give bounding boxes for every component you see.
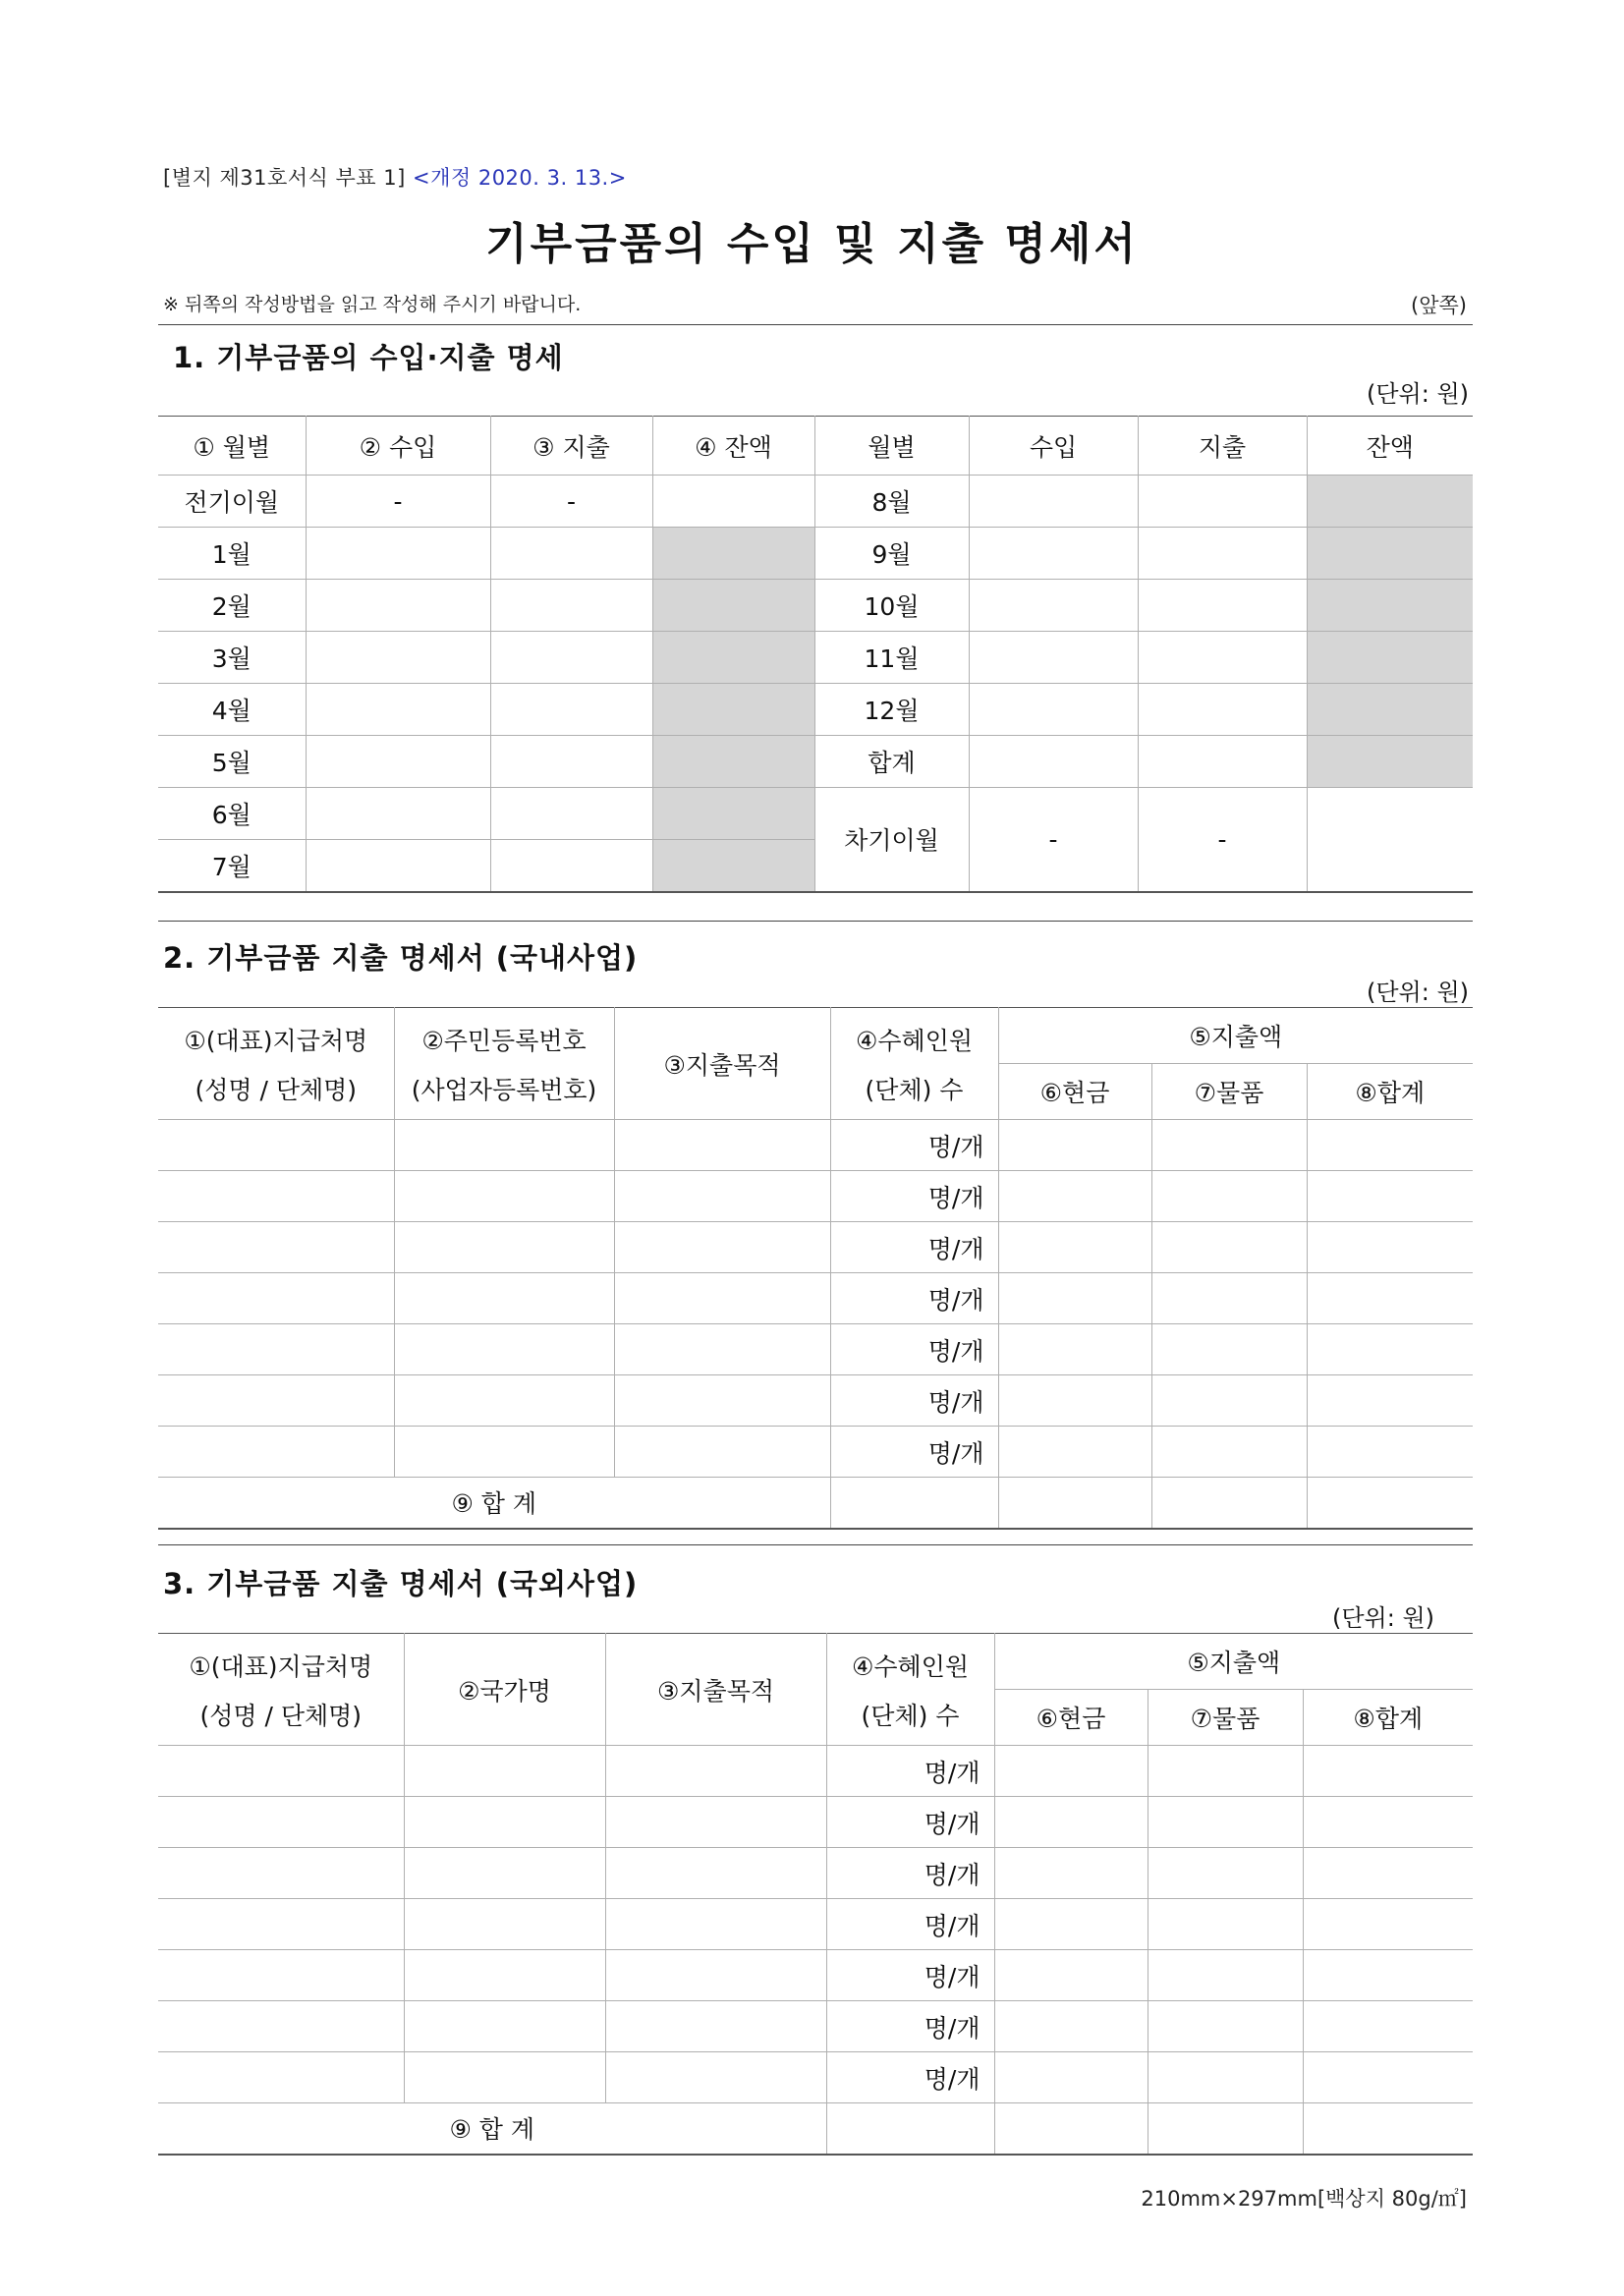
month-cell: 2월 xyxy=(158,580,306,632)
table-row xyxy=(158,684,1473,736)
table-row xyxy=(158,2001,1473,2052)
month-cell: 4월 xyxy=(158,684,306,736)
payee-cell[interactable] xyxy=(158,2001,404,2052)
month-cell: 9월 xyxy=(814,528,969,580)
income-cell[interactable] xyxy=(306,684,490,736)
dash-cell: - xyxy=(306,476,490,528)
instruction-notice: ※ 뒤쪽의 작성방법을 읽고 작성해 주시기 바랍니다. xyxy=(163,294,582,315)
payee-cell[interactable] xyxy=(158,1950,404,2001)
registration-cell[interactable] xyxy=(394,1273,614,1324)
total-label: ⑨ 합 계 xyxy=(158,1478,830,1529)
expense-cell[interactable] xyxy=(490,788,652,840)
registration-cell[interactable] xyxy=(394,1171,614,1222)
country-cell[interactable] xyxy=(404,2001,605,2052)
goods-cell[interactable] xyxy=(1148,1848,1303,1899)
payee-cell[interactable] xyxy=(158,1899,404,1950)
beneficiaries-cell[interactable]: 명/개 xyxy=(826,2001,994,2052)
goods-cell[interactable] xyxy=(1151,1171,1307,1222)
cash-cell[interactable] xyxy=(998,1273,1151,1324)
table-header-row xyxy=(158,417,1473,476)
beneficiaries-sublabel: (단체) 수 xyxy=(865,1075,964,1104)
payee-cell[interactable] xyxy=(158,1120,394,1171)
payee-cell[interactable] xyxy=(158,1427,394,1478)
purpose-cell[interactable] xyxy=(614,1222,830,1273)
expense-cell[interactable] xyxy=(490,736,652,788)
header-income: ② 수입 xyxy=(306,417,490,476)
table-row xyxy=(158,1375,1473,1427)
table-row xyxy=(158,1120,1473,1171)
purpose-cell[interactable] xyxy=(605,1797,826,1848)
cash-cell[interactable] xyxy=(994,2052,1148,2103)
section1-unit: (단위: 원) xyxy=(1367,380,1469,408)
shaded-cell xyxy=(652,528,814,580)
sum-cell[interactable] xyxy=(1303,1797,1473,1848)
expense-cell[interactable] xyxy=(1138,580,1307,632)
beneficiaries-total-cell[interactable] xyxy=(830,1478,998,1529)
beneficiaries-cell[interactable]: 명/개 xyxy=(826,1797,994,1848)
section2-unit: (단위: 원) xyxy=(1367,979,1469,1006)
payee-sublabel: (성명 / 단체명) xyxy=(199,1701,363,1730)
payee-cell[interactable] xyxy=(158,1171,394,1222)
table-row xyxy=(158,528,1473,580)
income-cell[interactable] xyxy=(306,840,490,892)
goods-cell[interactable] xyxy=(1151,1273,1307,1324)
table-row xyxy=(158,1324,1473,1375)
beneficiaries-cell[interactable]: 명/개 xyxy=(830,1171,998,1222)
overseas-expense-table xyxy=(158,1633,1473,2156)
sum-total-cell[interactable] xyxy=(1303,2103,1473,2155)
sum-cell[interactable] xyxy=(1307,1171,1473,1222)
payee-sublabel: (성명 / 단체명) xyxy=(195,1075,358,1104)
country-cell[interactable] xyxy=(404,2052,605,2103)
goods-total-cell[interactable] xyxy=(1151,1478,1307,1529)
table-row xyxy=(158,1427,1473,1478)
form-number: [별지 제31호서식 부표 1] xyxy=(163,166,406,190)
cash-cell[interactable] xyxy=(994,1950,1148,2001)
balance-cell[interactable] xyxy=(652,476,814,528)
form-reference xyxy=(163,162,627,192)
table-row xyxy=(158,788,1473,840)
goods-total-cell[interactable] xyxy=(1148,2103,1303,2155)
payee-cell[interactable] xyxy=(158,1797,404,1848)
expense-cell[interactable] xyxy=(1138,476,1307,528)
sum-cell[interactable] xyxy=(1303,2052,1473,2103)
shaded-cell xyxy=(652,840,814,892)
header-cash: ⑥현금 xyxy=(998,1064,1151,1120)
beneficiaries-cell[interactable]: 명/개 xyxy=(830,1273,998,1324)
goods-cell[interactable] xyxy=(1151,1375,1307,1427)
sum-cell[interactable] xyxy=(1307,1427,1473,1478)
payee-cell[interactable] xyxy=(158,1273,394,1324)
registration-cell[interactable] xyxy=(394,1222,614,1273)
goods-cell[interactable] xyxy=(1148,2052,1303,2103)
month-cell: 6월 xyxy=(158,788,306,840)
payee-cell[interactable] xyxy=(158,1222,394,1273)
table-row xyxy=(158,1222,1473,1273)
shaded-cell xyxy=(1307,736,1473,788)
expense-cell[interactable] xyxy=(490,840,652,892)
month-cell: 1월 xyxy=(158,528,306,580)
beneficiaries-cell[interactable]: 명/개 xyxy=(826,1746,994,1797)
income-cell[interactable] xyxy=(969,476,1138,528)
beneficiaries-label: ④수혜인원 xyxy=(855,1026,973,1055)
beneficiaries-cell[interactable]: 명/개 xyxy=(830,1427,998,1478)
purpose-cell[interactable] xyxy=(605,2001,826,2052)
goods-cell[interactable] xyxy=(1151,1120,1307,1171)
shaded-cell xyxy=(652,736,814,788)
expense-cell[interactable] xyxy=(1138,528,1307,580)
dash-cell: - xyxy=(969,788,1138,892)
payee-label: ①(대표)지급처명 xyxy=(189,1652,373,1681)
header-expense: ③ 지출 xyxy=(490,417,652,476)
shaded-cell xyxy=(1307,632,1473,684)
table-row xyxy=(158,1273,1473,1324)
sum-cell[interactable] xyxy=(1303,1899,1473,1950)
sum-cell[interactable] xyxy=(1307,1273,1473,1324)
expense-cell[interactable] xyxy=(490,580,652,632)
table-row xyxy=(158,632,1473,684)
goods-cell[interactable] xyxy=(1148,1797,1303,1848)
section3-unit: (단위: 원) xyxy=(1332,1604,1434,1632)
table-row xyxy=(158,1899,1473,1950)
table-row xyxy=(158,1746,1473,1797)
month-cell: 12월 xyxy=(814,684,969,736)
beneficiaries-label: ④수혜인원 xyxy=(851,1652,969,1681)
beneficiaries-cell[interactable]: 명/개 xyxy=(826,2052,994,2103)
purpose-cell[interactable] xyxy=(605,1746,826,1797)
payee-cell[interactable] xyxy=(158,1848,404,1899)
header-country: ②국가명 xyxy=(404,1634,605,1746)
country-cell[interactable] xyxy=(404,1848,605,1899)
expense-cell[interactable] xyxy=(490,684,652,736)
goods-cell[interactable] xyxy=(1151,1222,1307,1273)
income-cell[interactable] xyxy=(306,632,490,684)
payee-cell[interactable] xyxy=(158,1746,404,1797)
purpose-cell[interactable] xyxy=(605,1899,826,1950)
income-cell[interactable] xyxy=(969,580,1138,632)
header-beneficiaries xyxy=(826,1634,994,1746)
beneficiaries-cell[interactable]: 명/개 xyxy=(830,1222,998,1273)
header-cash: ⑥현금 xyxy=(994,1690,1148,1746)
cash-total-cell[interactable] xyxy=(998,1478,1151,1529)
next-period-cell: 차기이월 xyxy=(814,788,969,892)
header-month-2: 월별 xyxy=(814,417,969,476)
table-row xyxy=(158,1848,1473,1899)
payee-cell[interactable] xyxy=(158,1324,394,1375)
income-cell[interactable] xyxy=(306,528,490,580)
sum-cell[interactable] xyxy=(1307,1375,1473,1427)
cash-cell[interactable] xyxy=(994,1797,1148,1848)
revision-date: <개정 2020. 3. 13.> xyxy=(412,166,627,190)
payee-cell[interactable] xyxy=(158,2052,404,2103)
sum-cell[interactable] xyxy=(1307,1324,1473,1375)
header-month: ① 월별 xyxy=(158,417,306,476)
cash-cell[interactable] xyxy=(994,1899,1148,1950)
expense-cell[interactable] xyxy=(1138,632,1307,684)
header-registration-number xyxy=(394,1008,614,1120)
header-income-2: 수입 xyxy=(969,417,1138,476)
balance-cell[interactable] xyxy=(1307,788,1473,892)
sum-cell[interactable] xyxy=(1303,1746,1473,1797)
registration-sublabel: (사업자등록번호) xyxy=(411,1075,597,1104)
dash-cell: - xyxy=(1138,788,1307,892)
expense-cell[interactable] xyxy=(490,528,652,580)
month-cell: 5월 xyxy=(158,736,306,788)
registration-cell[interactable] xyxy=(394,1427,614,1478)
goods-cell[interactable] xyxy=(1151,1324,1307,1375)
total-label: ⑨ 합 계 xyxy=(158,2103,826,2155)
expense-cell[interactable] xyxy=(490,632,652,684)
goods-cell[interactable] xyxy=(1148,1950,1303,2001)
header-balance-2: 잔액 xyxy=(1307,417,1473,476)
purpose-cell[interactable] xyxy=(614,1120,830,1171)
purpose-cell[interactable] xyxy=(614,1273,830,1324)
header-payee xyxy=(158,1008,394,1120)
domestic-expense-table xyxy=(158,1007,1473,1530)
page-title: 기부금품의 수입 및 지출 명세서 xyxy=(485,219,1139,269)
registration-label: ②주민등록번호 xyxy=(421,1026,587,1055)
cash-cell[interactable] xyxy=(998,1120,1151,1171)
total-row xyxy=(158,2103,1473,2155)
cash-cell[interactable] xyxy=(994,1746,1148,1797)
table-row xyxy=(158,2052,1473,2103)
goods-cell[interactable] xyxy=(1148,2001,1303,2052)
cash-cell[interactable] xyxy=(998,1375,1151,1427)
purpose-cell[interactable] xyxy=(614,1324,830,1375)
section1-title: 1. 기부금품의 수입·지출 명세 xyxy=(173,341,564,374)
shaded-cell xyxy=(1307,580,1473,632)
header-expense-amount: ⑤지출액 xyxy=(994,1634,1473,1690)
shaded-cell xyxy=(652,788,814,840)
header-purpose: ③지출목적 xyxy=(614,1008,830,1120)
purpose-cell[interactable] xyxy=(614,1375,830,1427)
table-row xyxy=(158,736,1473,788)
shaded-cell xyxy=(652,684,814,736)
income-cell[interactable] xyxy=(969,736,1138,788)
purpose-cell[interactable] xyxy=(614,1171,830,1222)
month-cell: 7월 xyxy=(158,840,306,892)
beneficiaries-cell[interactable]: 명/개 xyxy=(830,1324,998,1375)
table-row xyxy=(158,580,1473,632)
sum-total-cell[interactable] xyxy=(1307,1478,1473,1529)
cash-cell[interactable] xyxy=(994,2001,1148,2052)
expense-cell[interactable] xyxy=(1138,684,1307,736)
total-label-cell: 합계 xyxy=(814,736,969,788)
header-beneficiaries xyxy=(830,1008,998,1120)
income-cell[interactable] xyxy=(306,736,490,788)
beneficiaries-cell[interactable]: 명/개 xyxy=(826,1899,994,1950)
cash-cell[interactable] xyxy=(998,1427,1151,1478)
table-header-row xyxy=(158,1008,1473,1064)
income-cell[interactable] xyxy=(306,788,490,840)
month-cell: 3월 xyxy=(158,632,306,684)
header-payee xyxy=(158,1634,404,1746)
payee-label: ①(대표)지급처명 xyxy=(184,1026,368,1055)
shaded-cell xyxy=(1307,528,1473,580)
income-cell[interactable] xyxy=(969,632,1138,684)
country-cell[interactable] xyxy=(404,1797,605,1848)
beneficiaries-cell[interactable]: 명/개 xyxy=(826,1950,994,2001)
month-cell: 11월 xyxy=(814,632,969,684)
dash-cell: - xyxy=(490,476,652,528)
table-row xyxy=(158,1797,1473,1848)
registration-cell[interactable] xyxy=(394,1375,614,1427)
cash-cell[interactable] xyxy=(994,1848,1148,1899)
header-goods: ⑦물품 xyxy=(1148,1690,1303,1746)
payee-cell[interactable] xyxy=(158,1375,394,1427)
sum-cell[interactable] xyxy=(1303,2001,1473,2052)
section-divider xyxy=(158,921,1473,922)
header-balance: ④ 잔액 xyxy=(652,417,814,476)
table-row xyxy=(158,476,1473,528)
income-cell[interactable] xyxy=(969,528,1138,580)
table-row xyxy=(158,1950,1473,2001)
goods-cell[interactable] xyxy=(1148,1746,1303,1797)
beneficiaries-sublabel: (단체) 수 xyxy=(861,1701,960,1730)
section2-title: 2. 기부금품 지출 명세서 (국내사업) xyxy=(163,941,639,975)
total-row xyxy=(158,1478,1473,1529)
beneficiaries-cell[interactable]: 명/개 xyxy=(830,1375,998,1427)
sum-cell[interactable] xyxy=(1303,1950,1473,2001)
income-cell[interactable] xyxy=(969,684,1138,736)
header-purpose: ③지출목적 xyxy=(605,1634,826,1746)
sum-cell[interactable] xyxy=(1307,1222,1473,1273)
country-cell[interactable] xyxy=(404,1899,605,1950)
shaded-cell xyxy=(1307,476,1473,528)
shaded-cell xyxy=(1307,684,1473,736)
purpose-cell[interactable] xyxy=(605,1848,826,1899)
page-side-label: (앞쪽) xyxy=(1411,294,1467,317)
purpose-cell[interactable] xyxy=(605,1950,826,2001)
section-divider xyxy=(158,1544,1473,1545)
goods-cell[interactable] xyxy=(1151,1427,1307,1478)
table-header-row xyxy=(158,1634,1473,1690)
shaded-cell xyxy=(652,632,814,684)
month-cell: 10월 xyxy=(814,580,969,632)
header-expense-amount: ⑤지출액 xyxy=(998,1008,1473,1064)
goods-cell[interactable] xyxy=(1148,1899,1303,1950)
header-expense-2: 지출 xyxy=(1138,417,1307,476)
paper-size-note: 210mm×297mm[백상지 80g/㎡] xyxy=(1141,2187,1467,2211)
month-cell: 전기이월 xyxy=(158,476,306,528)
registration-cell[interactable] xyxy=(394,1324,614,1375)
registration-cell[interactable] xyxy=(394,1120,614,1171)
month-cell: 8월 xyxy=(814,476,969,528)
header-divider xyxy=(158,324,1473,325)
country-cell[interactable] xyxy=(404,1746,605,1797)
sum-cell[interactable] xyxy=(1307,1120,1473,1171)
purpose-cell[interactable] xyxy=(605,2052,826,2103)
income-cell[interactable] xyxy=(306,580,490,632)
cash-cell[interactable] xyxy=(998,1171,1151,1222)
table-row xyxy=(158,1171,1473,1222)
sum-cell[interactable] xyxy=(1303,1848,1473,1899)
beneficiaries-total-cell[interactable] xyxy=(826,2103,994,2155)
shaded-cell xyxy=(652,580,814,632)
header-sum: ⑧합계 xyxy=(1303,1690,1473,1746)
beneficiaries-cell[interactable]: 명/개 xyxy=(830,1120,998,1171)
header-goods: ⑦물품 xyxy=(1151,1064,1307,1120)
cash-cell[interactable] xyxy=(998,1222,1151,1273)
income-expense-table xyxy=(158,416,1473,893)
section3-title: 3. 기부금품 지출 명세서 (국외사업) xyxy=(163,1567,639,1600)
cash-cell[interactable] xyxy=(998,1324,1151,1375)
country-cell[interactable] xyxy=(404,1950,605,2001)
expense-cell[interactable] xyxy=(1138,736,1307,788)
purpose-cell[interactable] xyxy=(614,1427,830,1478)
cash-total-cell[interactable] xyxy=(994,2103,1148,2155)
header-sum: ⑧합계 xyxy=(1307,1064,1473,1120)
beneficiaries-cell[interactable]: 명/개 xyxy=(826,1848,994,1899)
